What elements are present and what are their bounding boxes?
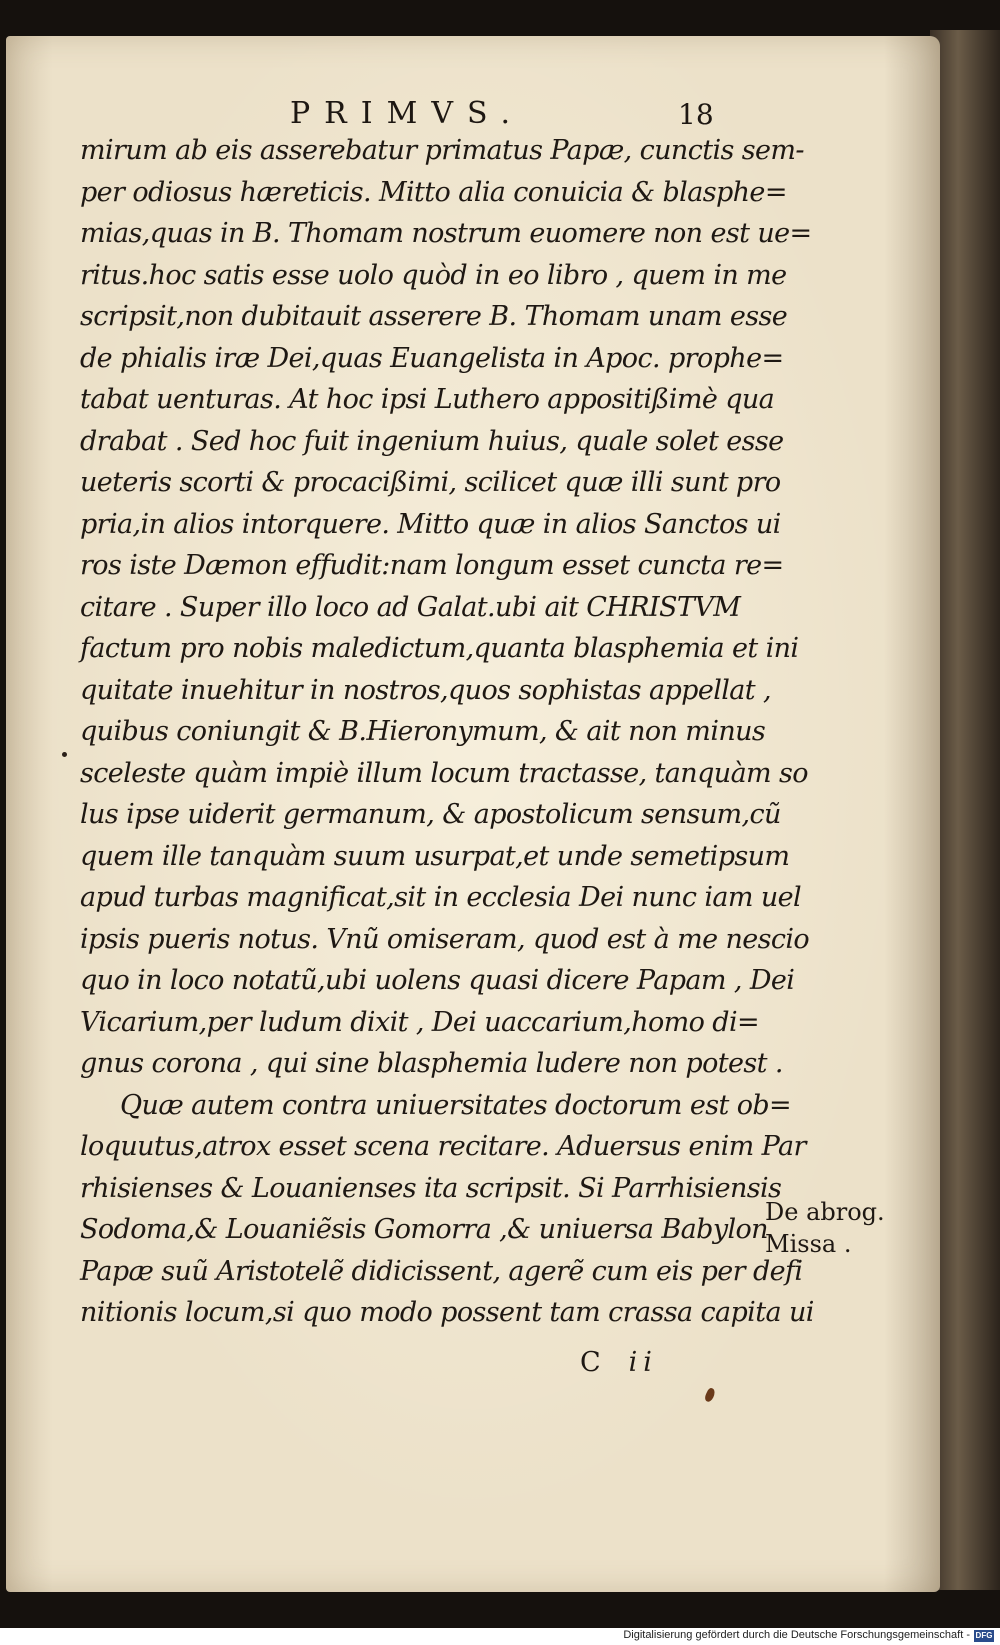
text-line: ros iste Dæmon effudit:nam longum esset cuncta re= (80, 550, 784, 581)
text-line: apud turbas magnificat,sit in ecclesia Dei nunc iam uel (80, 882, 802, 913)
folio-number: 18 (678, 98, 714, 131)
margin-note (765, 1196, 895, 1260)
text-line: nitionis locum,si quo modo possent tam crassa capita ui (80, 1297, 814, 1328)
margin-note-line: Missa . (765, 1230, 852, 1258)
dfg-logo: DFG (975, 1631, 993, 1640)
text-line: Papæ suũ Aristotelẽ didicissent, agerẽ cum eis per defi (80, 1255, 803, 1287)
text-line: sceleste quàm impiè illum locum tractasse, tanquàm so (80, 757, 808, 789)
text-line: gnus corona , qui sine blasphemia ludere non potest . (80, 1048, 783, 1079)
signature-letter: C (580, 1347, 607, 1378)
adjacent-page-edge (930, 30, 1000, 1590)
text-line: mirum ab eis asserebatur primatus Papæ, cunctis sem- (80, 135, 804, 166)
text-line: Sodoma,& Louaniẽsis Gomorra ,& uniuersa Babylon (80, 1214, 768, 1245)
text-line: loquutus,atrox esset scena recitare. Aduersus enim Par (80, 1131, 806, 1162)
text-line: quitate inuehitur in nostros,quos sophistas appellat , (80, 674, 772, 706)
ink-dot (62, 752, 67, 757)
text-line: quem ille tanquàm suum usurpat,et unde semetipsum (80, 840, 790, 872)
footer-bar (0, 1628, 1000, 1645)
text-line: ritus.hoc satis esse uolo quòd in eo libro , quem in me (80, 259, 787, 291)
text-line: mias,quas in B. Thomam nostrum euomere non est ue= (80, 218, 812, 249)
text-line: factum pro nobis maledictum,quanta blasphemia et ini (80, 633, 799, 664)
text-line: citare . Super illo loco ad Galat.ubi ait CHRISTVM (80, 591, 741, 623)
text-line: tabat uenturas. At hoc ipsi Luthero appositißimè qua (80, 384, 775, 415)
text-line: drabat . Sed hoc fuit ingenium huius, quale solet esse (80, 425, 784, 457)
text-line: scripsit,non dubitauit asserere B. Thomam unam esse (80, 301, 788, 332)
text-line: rhisienses & Louanienses ita scripsit. Si Parrhisiensis (80, 1172, 782, 1204)
text-line: Quæ autem contra uniuersitates doctorum est ob= (120, 1089, 792, 1121)
footer-credit: Digitalisierung gefördert durch die Deutsche Forschungsgemeinschaft - (623, 1629, 970, 1641)
text-line: quibus coniungit & B.Hieronymum, & ait non minus (80, 716, 766, 747)
signature-numeral: ii (628, 1347, 658, 1378)
running-head-title: PRIMVS. (290, 96, 525, 131)
text-line: ueteris scorti & procacißimi, scilicet quæ illi sunt pro (80, 467, 781, 498)
text-line: per odiosus hæreticis. Mitto alia conuicia & blasphe= (80, 176, 787, 208)
signature-mark (580, 1347, 658, 1378)
text-line: lus ipse uiderit germanum, & apostolicum sensum,cũ (80, 799, 781, 830)
text-line: de phialis iræ Dei,quas Euangelista in Apoc. prophe= (80, 342, 784, 374)
text-line: Vicarium,per ludum dixit , Dei uaccarium,homo di= (80, 1006, 760, 1038)
text-line: ipsis pueris notus. Vnũ omiseram, quod est à me nescio (80, 923, 810, 955)
text-line: pria,in alios intorquere. Mitto quæ in alios Sanctos ui (80, 508, 781, 540)
margin-note-line: De abrog. (765, 1198, 885, 1226)
text-line: quo in loco notatũ,ubi uolens quasi dicere Papam , Dei (80, 965, 795, 996)
